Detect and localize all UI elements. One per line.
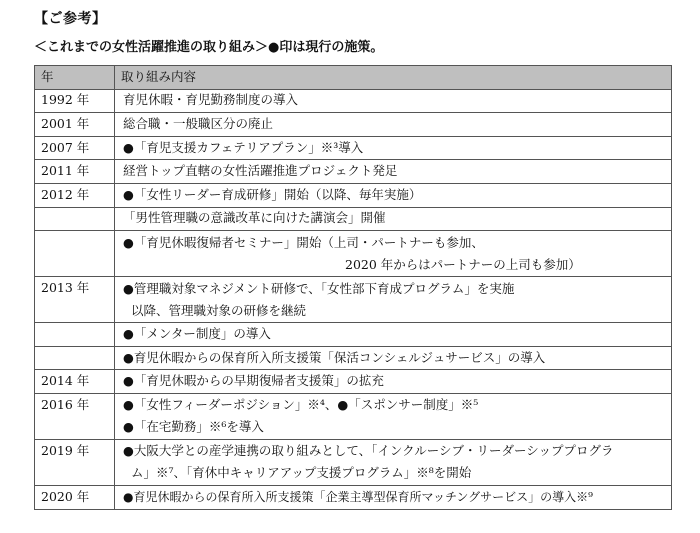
row-year: 2001 年 [35, 113, 115, 137]
row-content: ●「育児支援カフェテリアプラン」※³導入 [115, 136, 672, 160]
row-content-line-1: ●「女性フィーダーポジション」※⁴、●「スポンサー制度」※⁵ [123, 397, 479, 413]
row-year [35, 346, 115, 370]
row-year: 2011 年 [35, 160, 115, 184]
header-content: 取り組み内容 [115, 66, 672, 90]
table-row [35, 113, 672, 137]
table-row [35, 485, 672, 509]
row-content: ●「メンター制度」の導入 [115, 323, 672, 347]
row-content-line-2: ム」※⁷、「育休中キャリアアップ支援プログラム」※⁸を開始 [131, 465, 472, 481]
row-content: ●「育児休暇からの早期復帰者支援策」の拡充 [115, 370, 672, 394]
table-row [35, 207, 672, 231]
row-content [115, 439, 672, 485]
table-row [35, 323, 672, 347]
row-content-line-1: ●「育児休暇復帰者セミナー」開始（上司・パートナーも参加、 [123, 234, 484, 250]
row-content: 「男性管理職の意識改革に向けた講演会」開催 [115, 207, 672, 231]
table-row [35, 346, 672, 370]
table-row [35, 370, 672, 394]
row-year: 2016 年 [35, 393, 115, 439]
row-content-line-2: 2020 年からはパートナーの上司も参加） [345, 256, 581, 272]
table-row [35, 439, 672, 485]
table-row [35, 183, 672, 207]
row-year: 1992 年 [35, 89, 115, 113]
row-content [115, 231, 672, 277]
row-year: 2014 年 [35, 370, 115, 394]
row-content: 総合職・一般職区分の廃止 [115, 113, 672, 137]
table-row [35, 89, 672, 113]
row-content-line-1: ●管理職対象マネジメント研修で、「女性部下育成プログラム」を実施 [123, 280, 515, 296]
row-content: ●育児休暇からの保育所入所支援策「企業主導型保育所マッチングサービス」の導入※⁹ [115, 485, 672, 509]
row-year: 2013 年 [35, 277, 115, 323]
row-content-line-1: ●大阪大学との産学連携の取り組みとして、「インクルーシブ・リーダーシッププログラ [123, 443, 614, 459]
row-content [115, 393, 672, 439]
row-content-line-2: ●「在宅勤務」※⁶を導入 [123, 419, 264, 435]
row-year: 2012 年 [35, 183, 115, 207]
table-caption: ＜これまでの女性活躍推進の取り組み＞●印は現行の施策。 [34, 40, 384, 55]
row-content: ●育児休暇からの保育所入所支援策「保活コンシェルジュサービス」の導入 [115, 346, 672, 370]
table-header-row [35, 66, 672, 90]
table-row [35, 277, 672, 323]
row-content: ●「女性リーダー育成研修」開始（以降、毎年実施） [115, 183, 672, 207]
row-content-line-2: 以降、管理職対象の研修を継続 [131, 302, 307, 318]
table-row [35, 393, 672, 439]
header-year: 年 [35, 66, 115, 90]
row-year: 2007 年 [35, 136, 115, 160]
row-content: 経営トップ直轄の女性活躍推進プロジェクト発足 [115, 160, 672, 184]
table-row [35, 160, 672, 184]
initiatives-table [34, 65, 672, 510]
table-row [35, 231, 672, 277]
row-year [35, 231, 115, 277]
row-year [35, 207, 115, 231]
row-year: 2019 年 [35, 439, 115, 485]
section-heading: 【ご参考】 [34, 11, 107, 27]
row-year: 2020 年 [35, 485, 115, 509]
row-year [35, 323, 115, 347]
table-row [35, 136, 672, 160]
row-content [115, 277, 672, 323]
row-content: 育児休暇・育児勤務制度の導入 [115, 89, 672, 113]
